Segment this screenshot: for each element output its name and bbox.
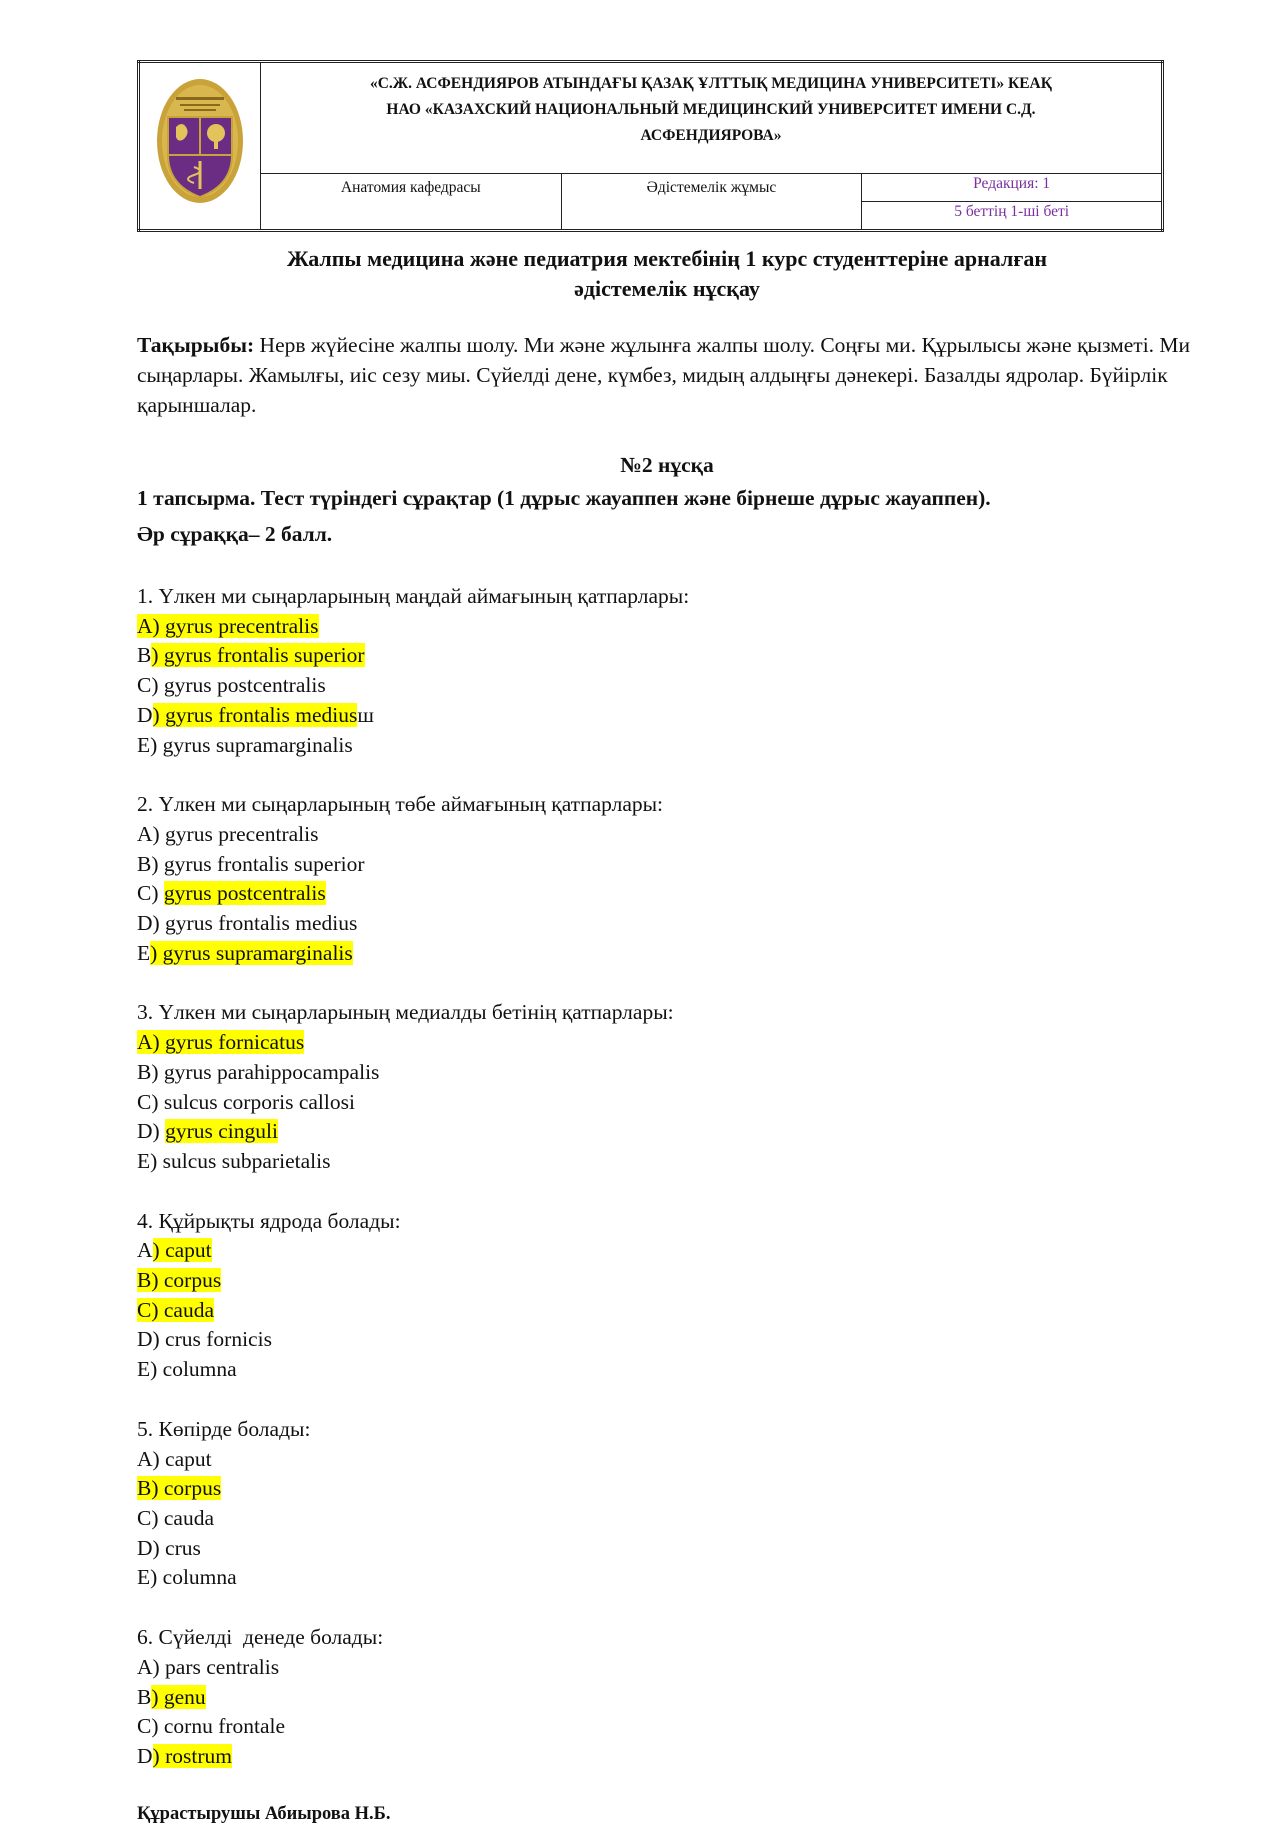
question-text: 2. Үлкен ми сыңарларының төбе аймағының қатпарлары: — [137, 792, 664, 817]
answer-option — [137, 1445, 1197, 1475]
university-name-ru-line2: АСФЕНДИЯРОВА» — [640, 127, 782, 144]
highlighted-answer: gyrus postcentralis — [163, 881, 326, 906]
topic-text: Нерв жүйесіне жалпы шолу. Ми және жұлынға жалпы шолу. Соңғы ми. Құрылысы және қызметі. Ми сыңарлары. Жамылғы, иіс сезу миы. Сүйелді дене, күмбез, мидың алдыңғы дәнекері. Базалды ядролар. Бүйірлік қарыншалар. — [137, 333, 1191, 417]
topic-paragraph — [137, 330, 1197, 420]
title-line-1: Жалпы медицина және педиатрия мектебінің 1 курс студенттеріне арналған — [287, 246, 1047, 271]
option-text: B — [137, 643, 152, 668]
question-block — [137, 998, 1197, 1176]
highlighted-answer: C) cauda — [137, 1297, 215, 1322]
answer-option — [137, 1712, 1197, 1742]
answer-option — [137, 1683, 1197, 1713]
department-cell: Анатомия кафедрасы — [261, 174, 562, 231]
option-text: A — [137, 1238, 153, 1263]
answer-option — [137, 909, 1197, 939]
answer-option — [137, 1028, 1197, 1058]
doc-type-cell: Әдістемелік жұмыс — [561, 174, 862, 231]
university-name-ru-line1: НАО «КАЗАХСКИЙ НАЦИОНАЛЬНЫЙ МЕДИЦИНСКИЙ УНИВЕРСИТЕТ ИМЕНИ С.Д. — [386, 101, 1036, 118]
option-text: C) sulcus corporis callosi — [137, 1089, 355, 1114]
option-text: D) crus fornicis — [137, 1327, 272, 1352]
option-text: E) columna — [137, 1565, 237, 1590]
highlighted-answer: ) genu — [151, 1684, 206, 1709]
answer-option — [137, 1236, 1197, 1266]
question-block — [137, 1623, 1197, 1772]
question-block — [137, 582, 1197, 760]
option-text: E) gyrus supramarginalis — [137, 732, 353, 757]
option-text-suffix: ш — [357, 702, 374, 727]
university-name-kz: «С.Ж. АСФЕНДИЯРОВ АТЫНДАҒЫ ҚАЗАҚ ҰЛТТЫҚ МЕДИЦИНА УНИВЕРСИТЕТІ» КЕАҚ — [369, 75, 1052, 92]
option-text: C) cauda — [137, 1505, 215, 1530]
option-text: A) caput — [137, 1446, 212, 1471]
answer-option — [137, 1742, 1197, 1772]
question-text: 5. Көпірде болады: — [137, 1416, 311, 1441]
answer-option — [137, 641, 1197, 671]
highlighted-answer: B) corpus — [137, 1476, 222, 1501]
question-block — [137, 1415, 1197, 1593]
option-text: D) crus — [137, 1535, 201, 1560]
option-text: C) gyrus postcentralis — [137, 673, 326, 698]
title-line-2: әдістемелік нұсқау — [574, 276, 760, 301]
variant-heading: №2 нұсқа — [620, 453, 714, 477]
answer-option — [137, 701, 1197, 731]
answer-option — [137, 1653, 1197, 1683]
option-text: D — [137, 1743, 153, 1768]
document-page — [137, 60, 1197, 1825]
topic-label: Тақырыбы: — [137, 333, 255, 357]
document-title — [137, 244, 1197, 304]
answer-option — [137, 731, 1197, 761]
answer-option — [137, 1058, 1197, 1088]
author-line: Құрастырушы Абиырова Н.Б. — [137, 1803, 391, 1824]
highlighted-answer: ) caput — [152, 1238, 212, 1263]
answer-option — [137, 1474, 1197, 1504]
edition-cell: Редакция: 1 — [862, 174, 1163, 202]
option-text: B) gyrus frontalis superior — [137, 851, 365, 876]
university-name-cell — [261, 62, 1163, 174]
option-text: B — [137, 1684, 152, 1709]
option-text: C) cornu frontale — [137, 1714, 286, 1739]
option-text: D) — [137, 1119, 166, 1144]
question-text: 1. Үлкен ми сыңарларының маңдай аймағының қатпарлары: — [137, 584, 690, 608]
answer-option — [137, 612, 1197, 642]
answer-option — [137, 1088, 1197, 1118]
highlighted-answer: gyrus cinguli — [165, 1119, 278, 1144]
answer-option — [137, 820, 1197, 850]
answer-option — [137, 1147, 1197, 1177]
answer-option — [137, 1266, 1197, 1296]
highlighted-answer: ) gyrus supramarginalis — [150, 940, 353, 965]
task-line-1: 1 тапсырма. Тест түріндегі сұрақтар (1 дұрыс жауаппен және бірнеше дұрыс жауаппен). — [137, 486, 991, 510]
university-logo-icon — [154, 77, 246, 211]
question-text: 6. Сүйелді денеде болады: — [137, 1625, 384, 1650]
answer-option — [137, 1325, 1197, 1355]
answer-option — [137, 1355, 1197, 1385]
highlighted-answer: A) gyrus precentralis — [137, 613, 319, 638]
answer-option — [137, 1504, 1197, 1534]
document-header — [137, 60, 1164, 232]
option-text: E) sulcus subparietalis — [137, 1148, 331, 1173]
highlighted-answer: B) corpus — [137, 1268, 222, 1293]
answer-option — [137, 671, 1197, 701]
option-text: E — [137, 940, 151, 965]
highlighted-answer: A) gyrus fornicatus — [137, 1030, 305, 1055]
option-text: A) pars centralis — [137, 1654, 280, 1679]
question-block — [137, 1207, 1197, 1385]
question-text: 4. Құйрықты ядрода болады: — [137, 1208, 401, 1233]
answer-option — [137, 850, 1197, 880]
answer-option — [137, 1534, 1197, 1564]
answer-option — [137, 1117, 1197, 1147]
option-text: C) — [137, 881, 164, 906]
answer-option — [137, 939, 1197, 969]
question-text: 3. Үлкен ми сыңарларының медиалды бетінің қатпарлары: — [137, 1000, 674, 1025]
highlighted-answer: ) gyrus frontalis superior — [151, 643, 365, 668]
page-info-cell: 5 беттің 1-ші беті — [862, 201, 1163, 230]
logo-cell — [139, 62, 261, 231]
option-text: A) gyrus precentralis — [137, 821, 319, 846]
option-text: D — [137, 702, 153, 727]
task-line-2: Әр сұраққа– 2 балл. — [137, 522, 333, 546]
answer-option — [137, 1296, 1197, 1326]
task-heading — [137, 480, 1197, 552]
option-text: D) gyrus frontalis medius — [137, 911, 358, 936]
question-block — [137, 790, 1197, 968]
questions-list — [137, 582, 1197, 1772]
option-text: E) columna — [137, 1357, 237, 1382]
answer-option — [137, 879, 1197, 909]
answer-option — [137, 1563, 1197, 1593]
option-text: B) gyrus parahippocampalis — [137, 1059, 380, 1084]
highlighted-answer: ) gyrus frontalis medius — [152, 702, 358, 727]
highlighted-answer: ) rostrum — [152, 1743, 232, 1768]
